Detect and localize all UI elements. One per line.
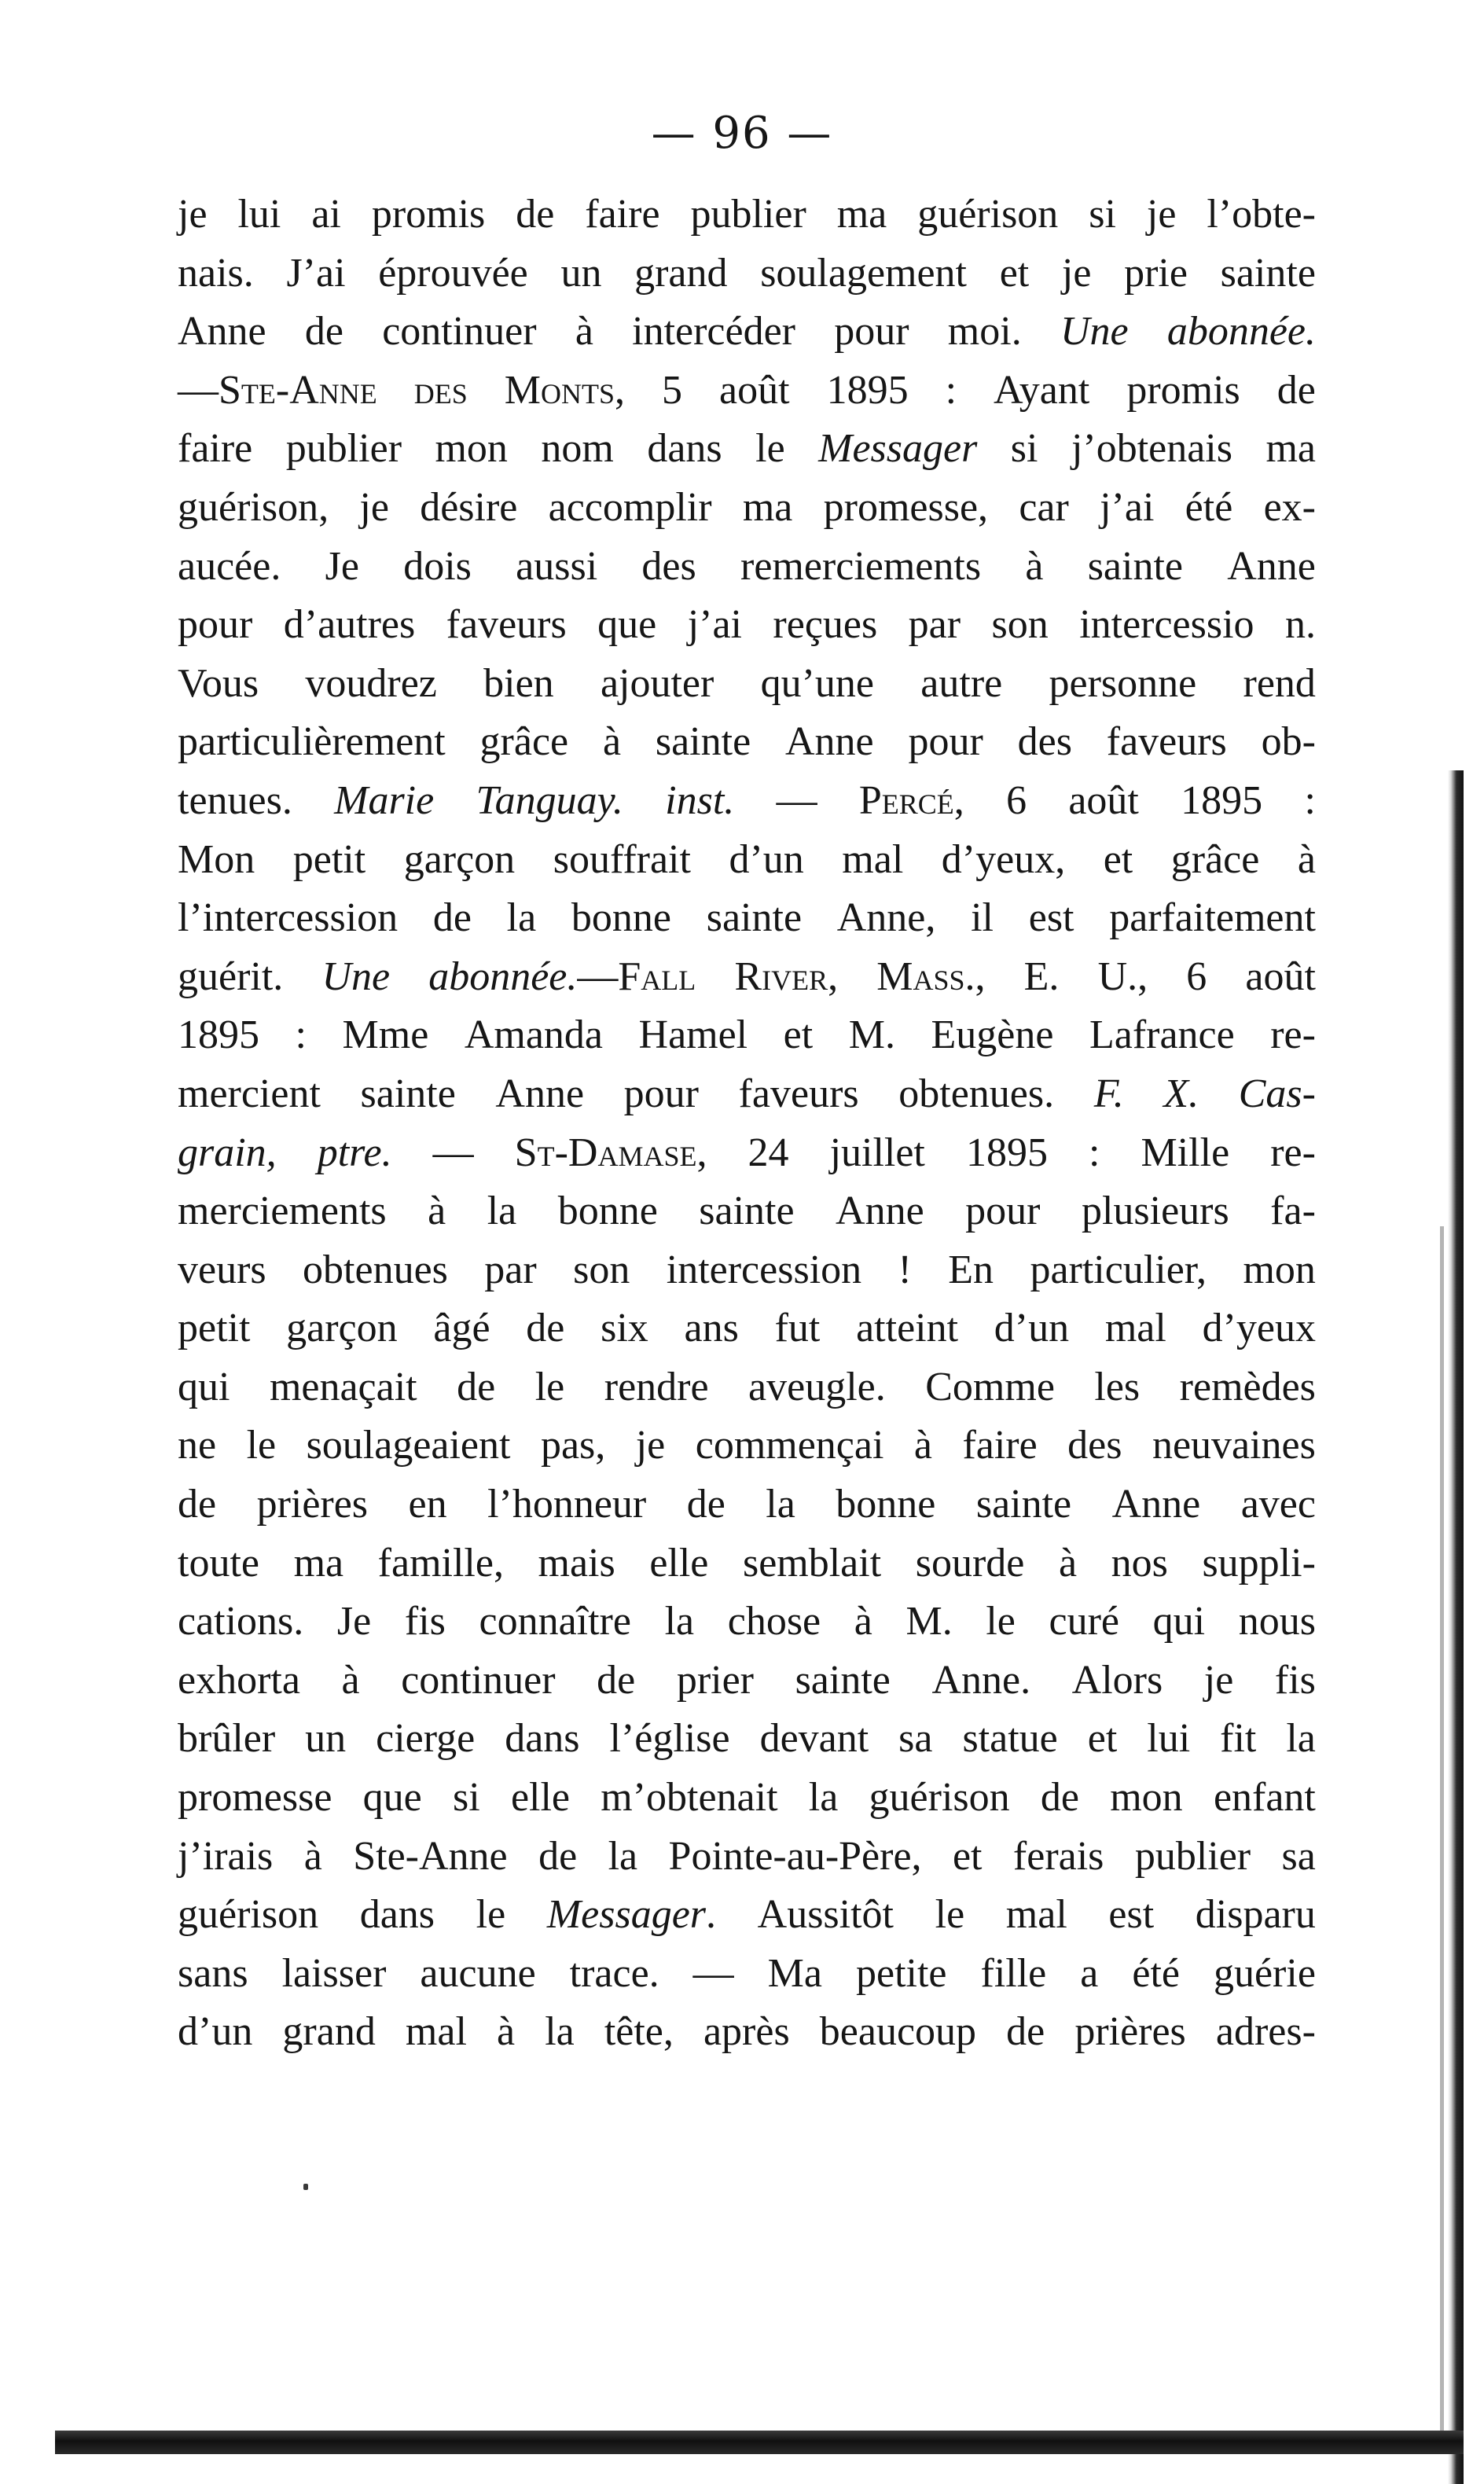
text-line: cations. Je fis connaître la chose à M. le curé qui nous bbox=[178, 1599, 1316, 1644]
page-bottom-edge bbox=[55, 2431, 1464, 2454]
text-line: j’irais à Ste-Anne de la Pointe-au-Père, et ferais publier sa bbox=[178, 1833, 1316, 1879]
text-line: Vous voudrez bien ajouter qu’une autre personne rend bbox=[178, 660, 1316, 706]
text-line: nais. J’ai éprouvée un grand soulagement et je prie sainte bbox=[178, 250, 1316, 296]
text-line: faire publier mon nom dans le Messager si j’obtenais ma bbox=[178, 426, 1316, 472]
text-line: aucée. Je dois aussi des remerciements à sainte Anne bbox=[178, 543, 1316, 589]
text-line: promesse que si elle m’obtenait la guérison de mon enfant bbox=[178, 1775, 1316, 1821]
text-line: merciements à la bonne sainte Anne pour plusieurs fa- bbox=[178, 1189, 1316, 1234]
ink-speck bbox=[303, 2184, 308, 2190]
text-line: brûler un cierge dans l’église devant sa statue et lui fit la bbox=[178, 1716, 1316, 1762]
page-number: — 96 — bbox=[651, 108, 833, 159]
page-body-text bbox=[178, 186, 1316, 2062]
text-line: sans laisser aucune trace. — Ma petite fille a été guérie bbox=[178, 1950, 1316, 1996]
text-line: Mon petit garçon souffrait d’un mal d’yeux, et grâce à bbox=[178, 836, 1316, 882]
text-line: pour d’autres faveurs que j’ai reçues par son intercessio n. bbox=[178, 602, 1316, 648]
text-line: de prières en l’honneur de la bonne sainte Anne avec bbox=[178, 1482, 1316, 1527]
text-line: exhorta à continuer de prier sainte Anne. Alors je fis bbox=[178, 1657, 1316, 1703]
text-line: guérison, je désire accomplir ma promesse, car j’ai été ex- bbox=[178, 484, 1316, 530]
text-line: mercient sainte Anne pour faveurs obtenues. F. X. Cas- bbox=[178, 1071, 1316, 1116]
text-line: 1895 : Mme Amanda Hamel et M. Eugène Lafrance re- bbox=[178, 1012, 1316, 1058]
text-line: veurs obtenues par son intercession ! En particulier, mon bbox=[178, 1247, 1316, 1292]
text-line: guérit. Une abonnée.—Fall River, Mass., E. U., 6 août bbox=[178, 954, 1316, 999]
text-line: Anne de continuer à intercéder pour moi. Une abonnée. bbox=[178, 309, 1316, 355]
text-line: particulièrement grâce à sainte Anne pour des faveurs ob- bbox=[178, 719, 1316, 765]
text-line: je lui ai promis de faire publier ma guérison si je l’obte- bbox=[178, 192, 1316, 237]
text-line: d’un grand mal à la tête, après beaucoup de prières adres- bbox=[178, 2009, 1316, 2055]
text-line: ne le soulageaient pas, je commençai à faire des neuvaines bbox=[178, 1423, 1316, 1468]
text-line: toute ma famille, mais elle semblait sourde à nos suppli- bbox=[178, 1540, 1316, 1586]
text-line: l’intercession de la bonne sainte Anne, il est parfaitement bbox=[178, 895, 1316, 941]
page-edge-shadow bbox=[1448, 770, 1464, 2484]
text-line: qui menaçait de le rendre aveugle. Comme les remèdes bbox=[178, 1364, 1316, 1409]
text-line: grain, ptre. — St-Damase, 24 juillet 1895 : Mille re- bbox=[178, 1130, 1316, 1175]
text-line: petit garçon âgé de six ans fut atteint d’un mal d’yeux bbox=[178, 1306, 1316, 1351]
text-line: guérison dans le Messager. Aussitôt le mal est disparu bbox=[178, 1892, 1316, 1938]
page-edge-shadow-inner bbox=[1440, 1226, 1444, 2453]
text-line: tenues. Marie Tanguay. inst. — Percé, 6 août 1895 : bbox=[178, 777, 1316, 823]
text-line: —Ste-Anne des Monts, 5 août 1895 : Ayant promis de bbox=[178, 367, 1316, 413]
